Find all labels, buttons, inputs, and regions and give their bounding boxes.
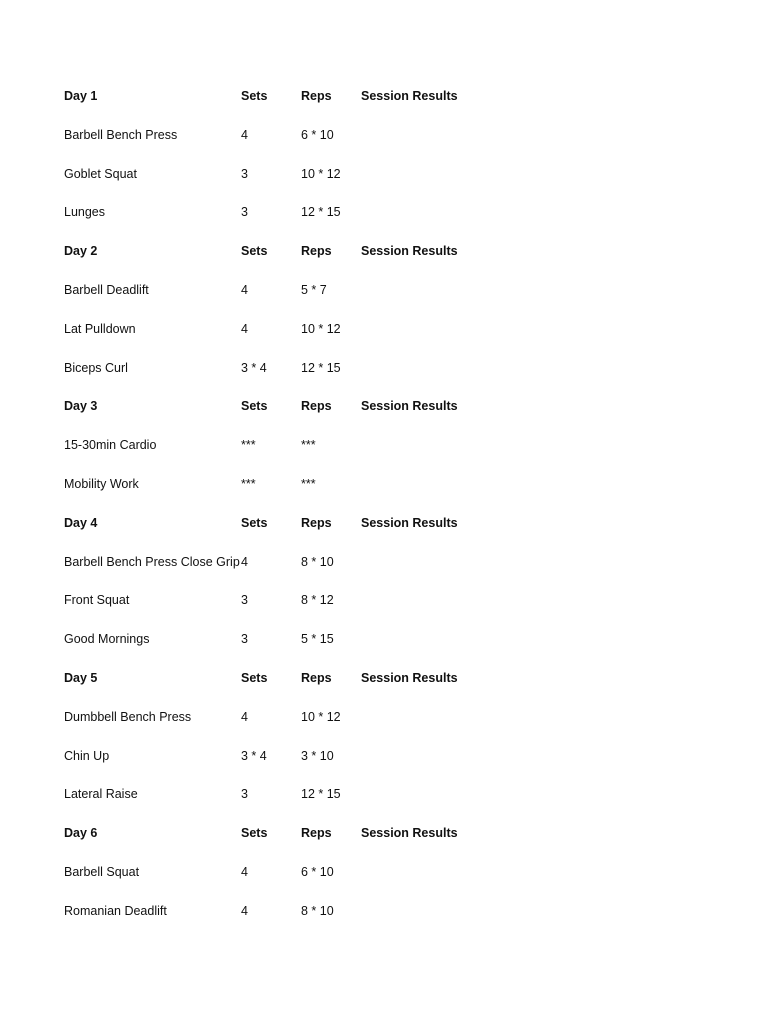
exercise-name: Mobility Work xyxy=(64,476,139,491)
exercise-reps: *** xyxy=(301,476,316,491)
exercise-sets: 4 xyxy=(241,864,248,879)
exercise-row xyxy=(64,581,704,620)
exercise-sets: 4 xyxy=(241,554,248,569)
exercise-reps: 8 * 12 xyxy=(301,593,334,608)
exercise-row xyxy=(64,775,704,814)
exercise-name: Romanian Deadlift xyxy=(64,903,167,918)
exercise-reps: 10 * 12 xyxy=(301,709,341,724)
sets-column-header: Sets xyxy=(241,670,268,685)
reps-column-header: Reps xyxy=(301,670,332,685)
exercise-name: Goblet Squat xyxy=(64,166,137,181)
day-label: Day 4 xyxy=(64,515,98,530)
exercise-name: Good Mornings xyxy=(64,632,150,647)
session-results-column-header: Session Results xyxy=(361,826,458,841)
reps-column-header: Reps xyxy=(301,515,332,530)
day-label: Day 3 xyxy=(64,399,98,414)
exercise-row xyxy=(64,193,704,232)
day-label: Day 2 xyxy=(64,244,98,259)
exercise-sets: 3 xyxy=(241,593,248,608)
exercise-row xyxy=(64,155,704,194)
exercise-row xyxy=(64,349,704,388)
exercise-name: Barbell Squat xyxy=(64,864,140,879)
exercise-name: 15-30min Cardio xyxy=(64,438,157,453)
exercise-row xyxy=(64,271,704,310)
exercise-sets: *** xyxy=(241,438,256,453)
exercise-name: Lunges xyxy=(64,205,106,220)
exercise-reps: 12 * 15 xyxy=(301,787,341,802)
day-header-row xyxy=(64,659,704,698)
exercise-name: Front Squat xyxy=(64,593,130,608)
exercise-reps: 12 * 15 xyxy=(301,360,341,375)
exercise-name: Barbell Deadlift xyxy=(64,282,149,297)
exercise-name: Barbell Bench Press Close Grip xyxy=(64,554,240,569)
exercise-sets: 4 xyxy=(241,709,248,724)
exercise-reps: 10 * 12 xyxy=(301,321,341,336)
exercise-sets: *** xyxy=(241,476,256,491)
exercise-name: Lateral Raise xyxy=(64,787,138,802)
exercise-sets: 3 xyxy=(241,632,248,647)
reps-column-header: Reps xyxy=(301,826,332,841)
reps-column-header: Reps xyxy=(301,89,332,103)
exercise-reps: 6 * 10 xyxy=(301,864,334,879)
exercise-sets: 3 * 4 xyxy=(241,360,267,375)
exercise-row xyxy=(64,698,704,737)
exercise-reps: 6 * 10 xyxy=(301,127,334,142)
day-header-row xyxy=(64,814,704,853)
day-header-row xyxy=(64,387,704,426)
sets-column-header: Sets xyxy=(241,244,268,259)
session-results-column-header: Session Results xyxy=(361,244,458,259)
sets-column-header: Sets xyxy=(241,399,268,414)
exercise-row xyxy=(64,620,704,659)
exercise-sets: 3 xyxy=(241,205,248,220)
day-label: Day 5 xyxy=(64,670,98,685)
exercise-reps: 3 * 10 xyxy=(301,748,334,763)
exercise-sets: 3 xyxy=(241,787,248,802)
exercise-row xyxy=(64,465,704,504)
day-header-row xyxy=(64,77,704,116)
day-header-row xyxy=(64,504,704,543)
exercise-sets: 4 xyxy=(241,127,248,142)
exercise-reps: 12 * 15 xyxy=(301,205,341,220)
exercise-row xyxy=(64,426,704,465)
exercise-sets: 4 xyxy=(241,903,248,918)
exercise-name: Chin Up xyxy=(64,748,110,763)
day-label: Day 6 xyxy=(64,826,98,841)
exercise-row xyxy=(64,116,704,155)
exercise-row xyxy=(64,310,704,349)
exercise-name: Lat Pulldown xyxy=(64,321,136,336)
reps-column-header: Reps xyxy=(301,244,332,259)
exercise-name: Dumbbell Bench Press xyxy=(64,709,192,724)
day-label: Day 1 xyxy=(64,89,98,103)
exercise-reps: 5 * 15 xyxy=(301,632,334,647)
exercise-name: Biceps Curl xyxy=(64,360,128,375)
exercise-sets: 4 xyxy=(241,282,248,297)
exercise-sets: 3 * 4 xyxy=(241,748,267,763)
sets-column-header: Sets xyxy=(241,89,268,103)
exercise-reps: 5 * 7 xyxy=(301,282,327,297)
workout-table xyxy=(64,77,704,931)
exercise-reps: 8 * 10 xyxy=(301,903,334,918)
exercise-row xyxy=(64,543,704,582)
exercise-reps: 10 * 12 xyxy=(301,166,341,181)
day-header-row xyxy=(64,232,704,271)
session-results-column-header: Session Results xyxy=(361,670,458,685)
sets-column-header: Sets xyxy=(241,515,268,530)
exercise-sets: 3 xyxy=(241,166,248,181)
exercise-reps: 8 * 10 xyxy=(301,554,334,569)
session-results-column-header: Session Results xyxy=(361,89,458,103)
exercise-row xyxy=(64,853,704,892)
exercise-reps: *** xyxy=(301,438,316,453)
exercise-row xyxy=(64,892,704,931)
session-results-column-header: Session Results xyxy=(361,399,458,414)
exercise-row xyxy=(64,737,704,776)
exercise-sets: 4 xyxy=(241,321,248,336)
reps-column-header: Reps xyxy=(301,399,332,414)
sets-column-header: Sets xyxy=(241,826,268,841)
exercise-name: Barbell Bench Press xyxy=(64,127,178,142)
session-results-column-header: Session Results xyxy=(361,515,458,530)
